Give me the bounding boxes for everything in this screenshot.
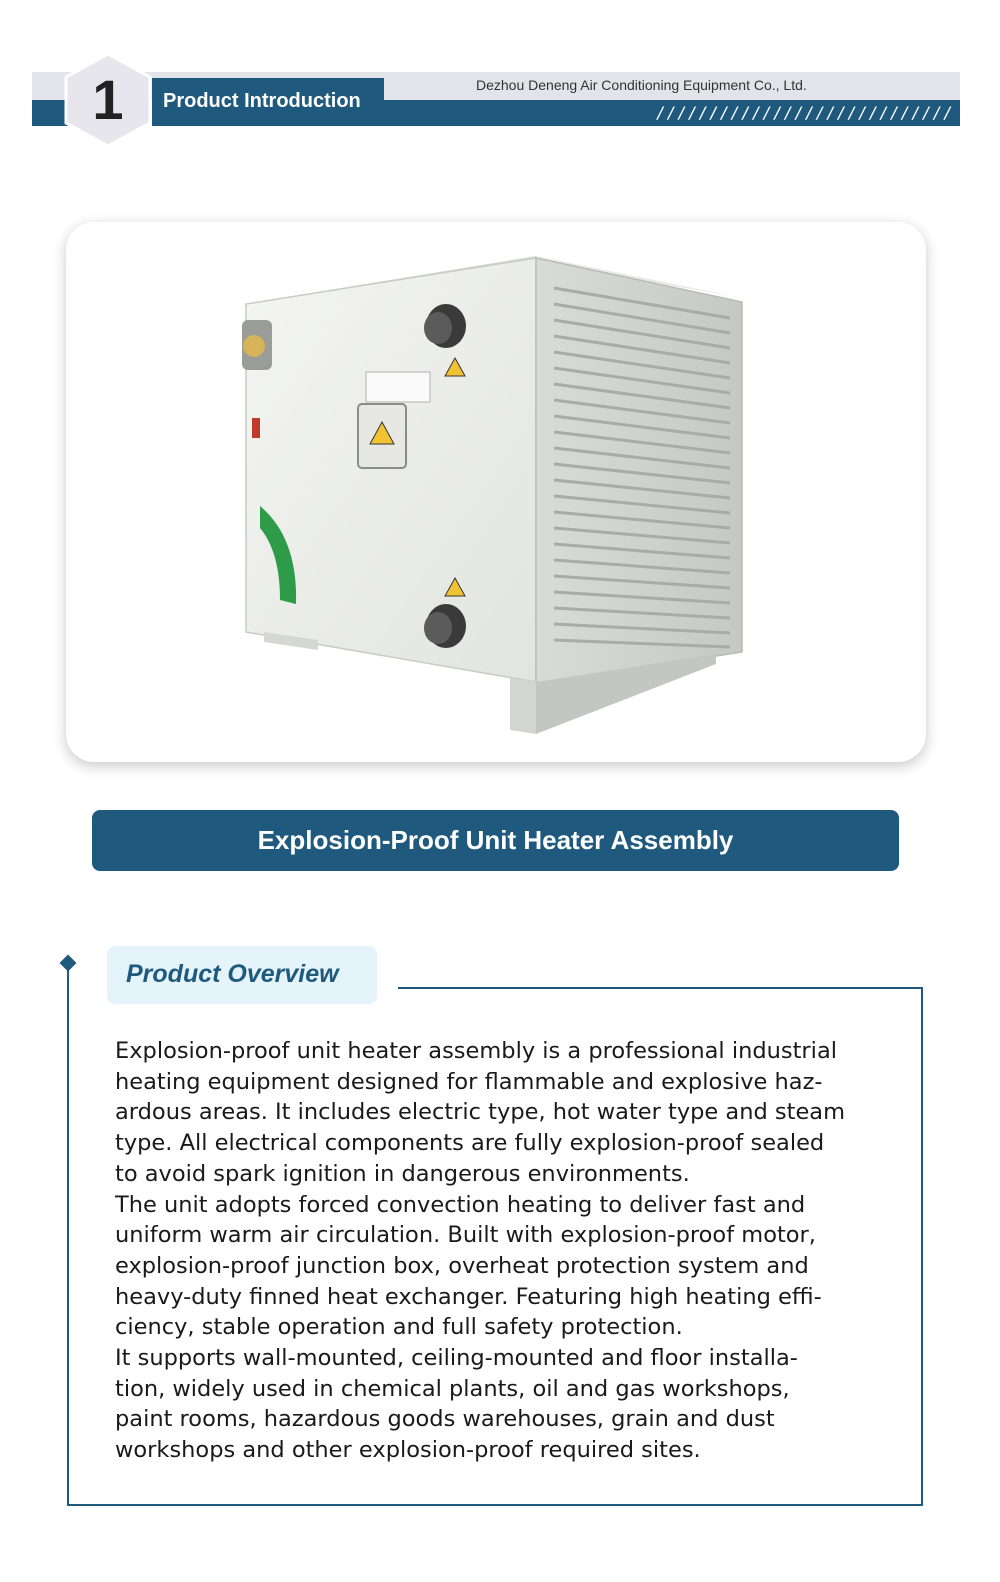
overview-line: explosion-proof junction box, overheat protection system and [115,1252,809,1279]
overview-line: to avoid spark ignition in dangerous environments. [115,1160,690,1187]
decorative-slashes: //////////////////////////// [656,103,954,122]
overview-frame-left [67,968,69,1506]
overview-line: type. All electrical components are fully explosion-proof sealed [115,1130,825,1157]
overview-frame-top [398,987,923,989]
overview-line: ardous areas. It includes electric type, hot water type and steam [115,1099,845,1126]
overview-line: tion, widely used in chemical plants, oil and gas workshops, [115,1375,790,1402]
section-number: 1 [92,68,124,131]
overview-line: uniform warm air circulation. Built with explosion-proof motor, [115,1222,816,1249]
diamond-bullet-icon [60,955,77,972]
overview-line: heating equipment designed for flammable and explosive haz- [115,1068,823,1095]
overview-body [115,1036,895,1466]
overview-title: Product Overview [126,960,339,988]
section-header [0,0,1000,170]
overview-line: The unit adopts forced convection heating to deliver fast and [115,1191,806,1218]
overview-frame-bottom [67,1504,923,1506]
overview-line: heavy-duty finned heat exchanger. Featuring high heating effi- [115,1283,822,1310]
explosion-proof-unit-heater-photo [66,222,926,762]
section-title: Product Introduction [163,90,361,112]
company-name: Dezhou Deneng Air Conditioning Equipment Co., Ltd. [476,77,807,93]
overview-line: ciency, stable operation and full safety protection. [115,1314,683,1341]
overview-line: It supports wall-mounted, ceiling-mounted and floor installa- [115,1345,798,1372]
product-caption-bar: Explosion-Proof Unit Heater Assembly [92,810,899,871]
product-image-card [66,222,926,762]
overview-line: paint rooms, hazardous goods warehouses, grain and dust [115,1406,775,1433]
overview-line: Explosion-proof unit heater assembly is a professional industrial [115,1038,837,1064]
overview-line: workshops and other explosion-proof required sites. [115,1437,701,1464]
overview-frame-right [921,987,923,1506]
